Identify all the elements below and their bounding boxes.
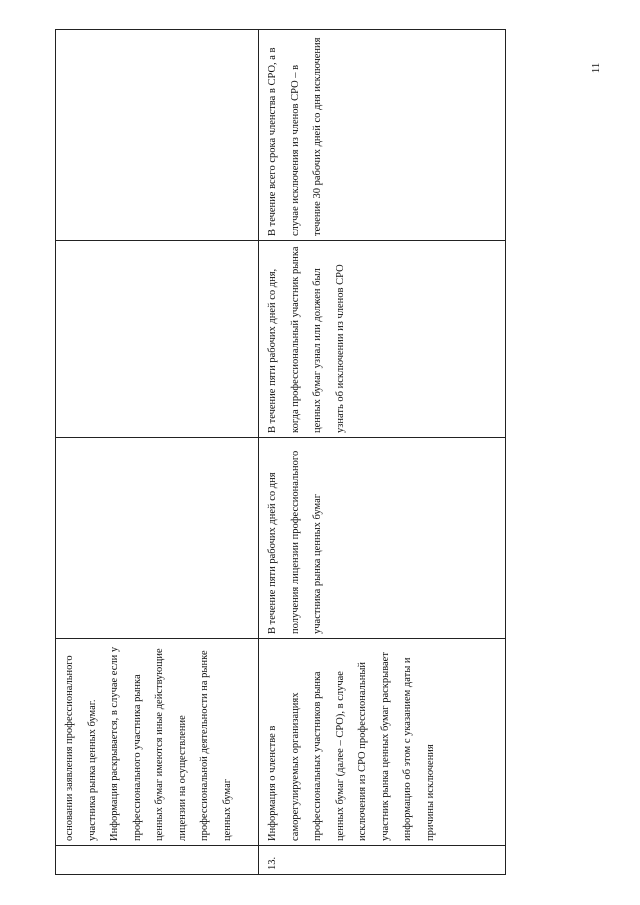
term-text-1: В течение пяти рабочих дней со дня получения лицензии профессионального участника рынка ценных бумаг [267, 450, 323, 634]
term-cell-2 [259, 241, 506, 438]
term-text-3: В течение всего срока членства в СРО, а в случае исключения из членов СРО – в течение 30 рабочих дней со дня исключения [267, 37, 323, 236]
term-cell-3 [259, 30, 506, 241]
term-cell-1 [56, 438, 259, 639]
info-name-cell [259, 639, 506, 846]
row-number-cell [56, 846, 259, 875]
term-cell-1 [259, 438, 506, 639]
info-name-text: основании заявления профессионального участника рынка ценных бумаг. Информация раскрывается, в случае если у профессионального участника рынка ценных бумаг имеются иные действующие лицензии на осуществление профессиональной деятельности на рынке ценных бумаг [64, 646, 233, 841]
term-text-2: В течение пяти рабочих дней со дня, когда профессиональный участник рынка ценных бумаг узнал или должен был узнать об исключении из членов СРО [267, 246, 346, 433]
table-row [259, 30, 506, 875]
disclosure-table [55, 29, 506, 875]
rotated-table-container [55, 30, 505, 875]
info-name-cell [56, 639, 259, 846]
row-number-cell [259, 846, 506, 875]
row-number: 13. [267, 856, 278, 870]
page-number: 11 [590, 62, 602, 74]
table-row [56, 30, 259, 875]
term-cell-2 [56, 241, 259, 438]
info-name-text: Информация о членстве в саморегулируемых организациях профессиональных участников рынка ценных бумаг (далее – СРО), в случае исключения из СРО профессиональный участник рынка ценных бумаг раскрывает информацию об этом с указанием даты и причины исключения [267, 652, 436, 841]
term-cell-3 [56, 30, 259, 241]
